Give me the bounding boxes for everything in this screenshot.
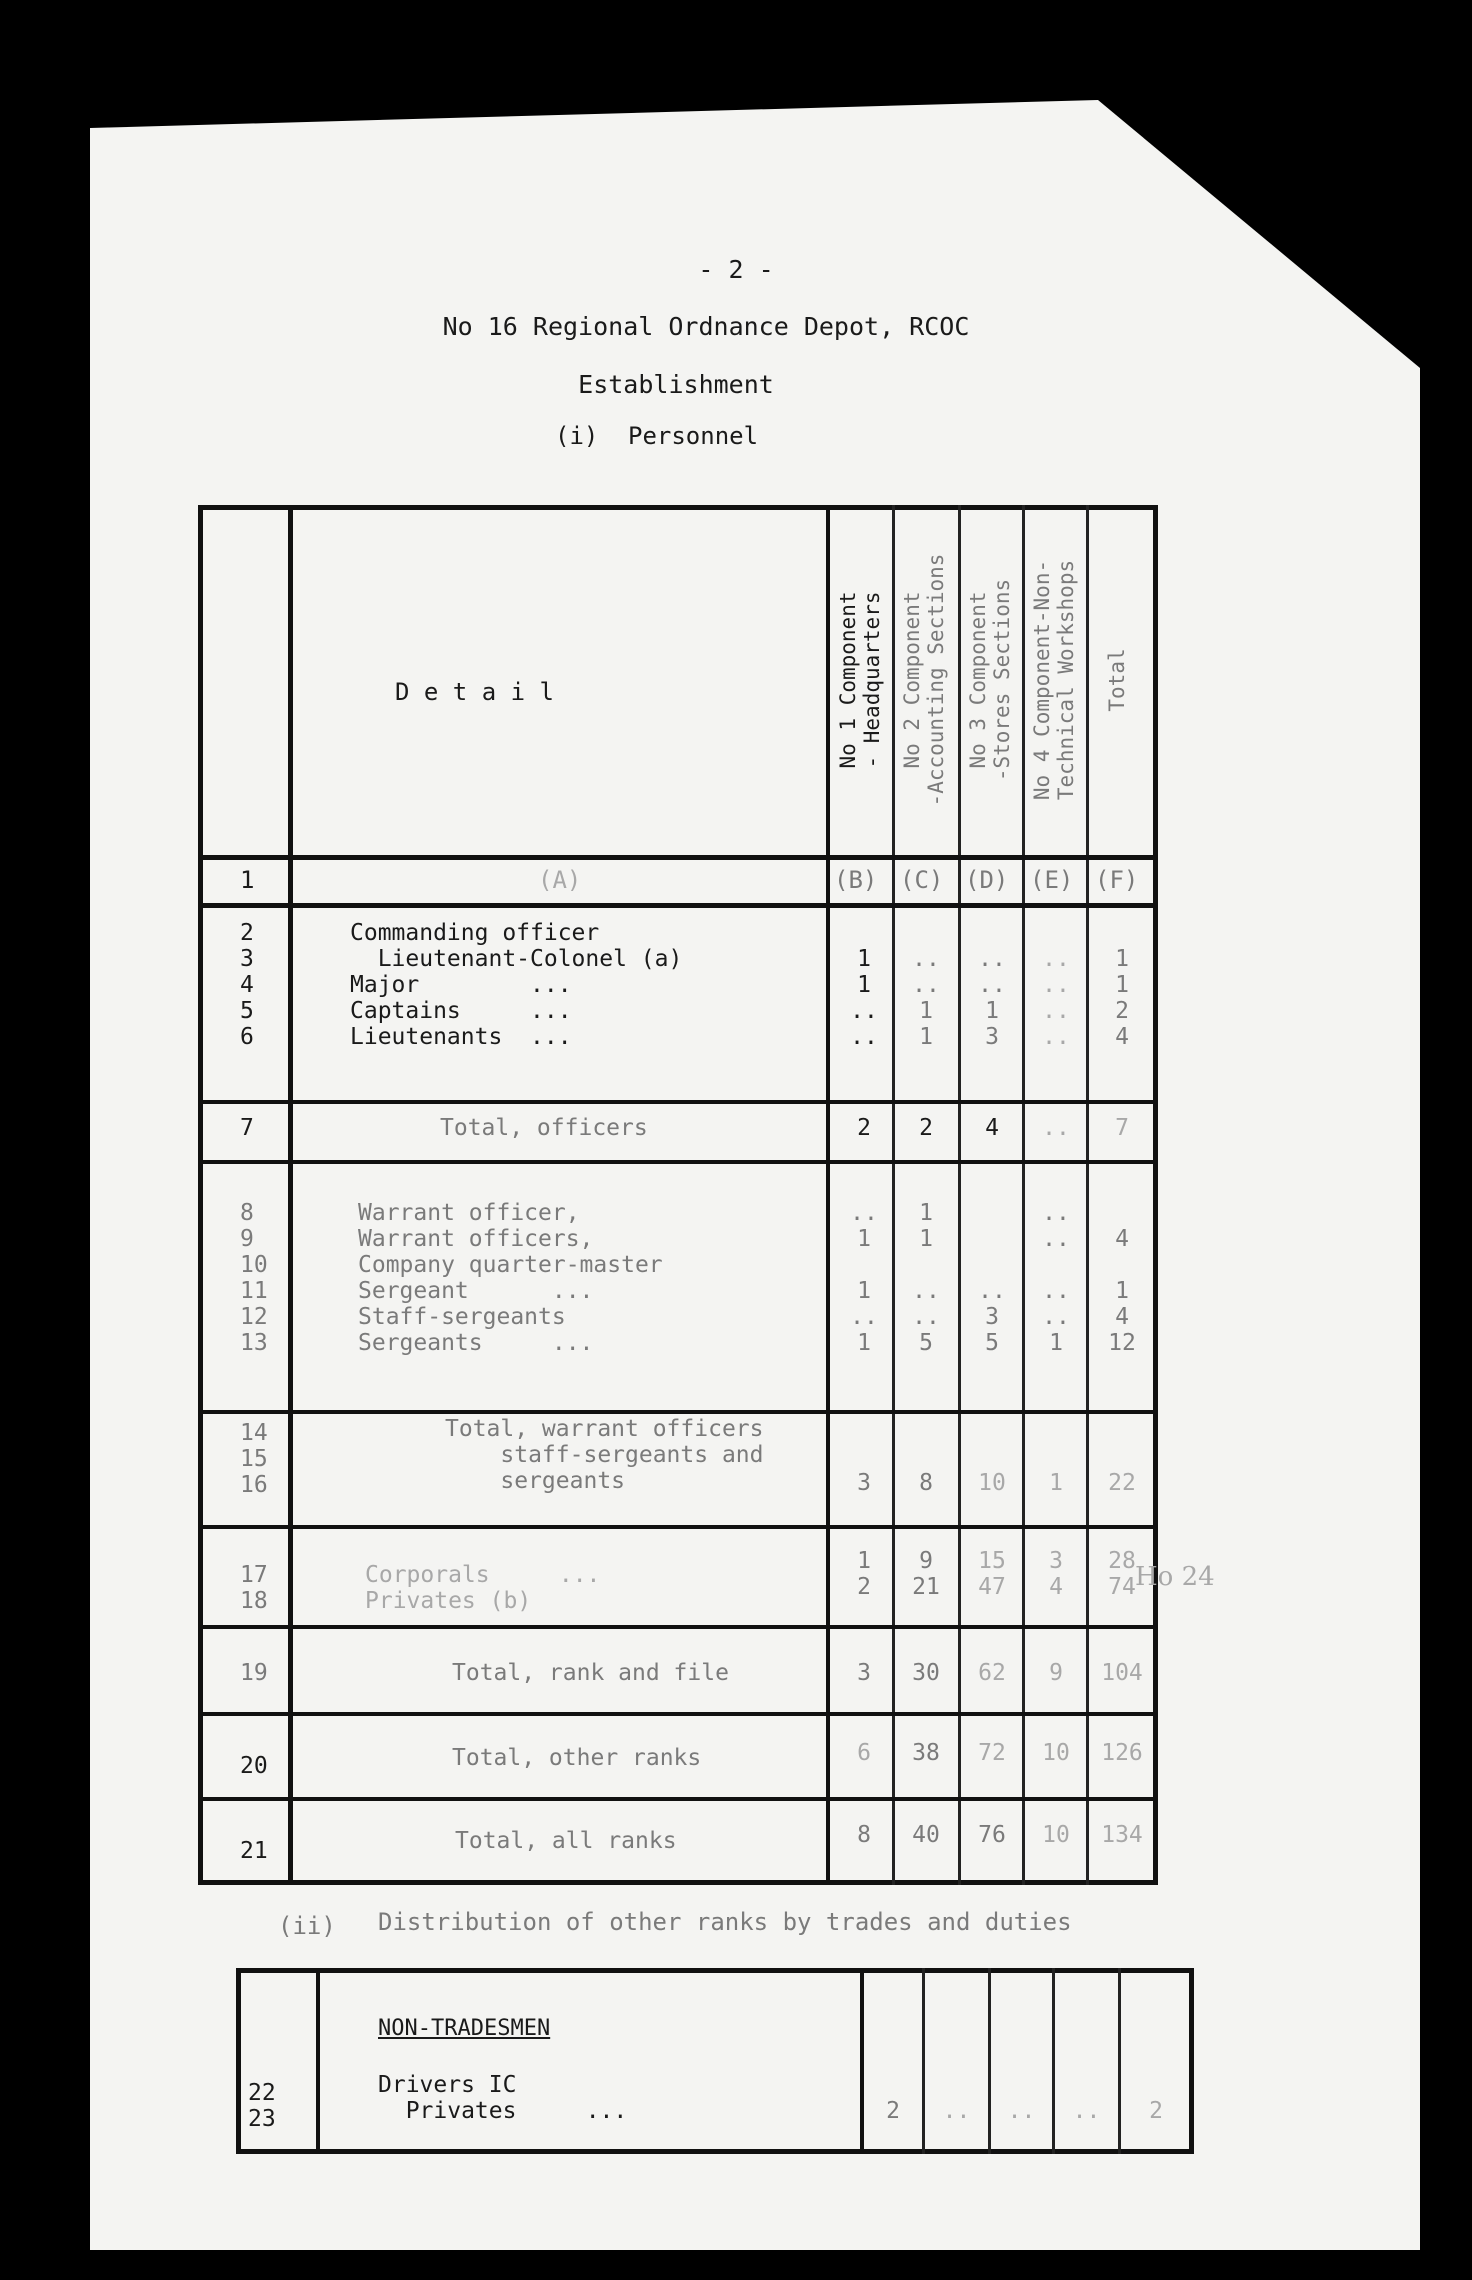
non-tradesmen-heading: NON-TRADESMEN [378, 2016, 551, 2041]
non-trades-f: 2 [1149, 2098, 1163, 2124]
divider [198, 1712, 1158, 1716]
divider [198, 1797, 1158, 1801]
rank-file-details: Corporals ... Privates (b) [365, 1562, 601, 1614]
rank-file-c: 9 21 [912, 1548, 940, 1600]
warrant-d: .. 3 5 [978, 1278, 1006, 1356]
row-number: 7 [240, 1115, 254, 1141]
officer-details: Commanding officer Lieutenant-Colonel (a) Major ... Captains ... Lieutenants ... [350, 920, 683, 1050]
column-c-header: No 2 Component -Accounting Sections [900, 553, 948, 807]
total-all-e: 10 [1042, 1822, 1070, 1848]
section-2-label: (ii) [278, 1912, 336, 1940]
total-rank-file-d: 62 [978, 1660, 1006, 1686]
row-number: 19 [240, 1660, 268, 1686]
total-officers-b: 2 [857, 1115, 871, 1141]
total-rank-file-label: Total, rank and file [452, 1660, 729, 1686]
warrant-f: 4 1 4 12 [1108, 1226, 1136, 1356]
table-border [236, 1968, 1194, 2154]
divider [198, 1625, 1158, 1629]
officers-c: .. .. 1 1 [912, 946, 940, 1050]
divider [988, 1968, 991, 2154]
row-numbers: 14 15 16 [240, 1420, 268, 1498]
total-all-f: 134 [1101, 1822, 1143, 1848]
total-warrant-b: 3 [857, 1470, 871, 1496]
document-subtitle: Establishment [578, 370, 774, 399]
total-all-d: 76 [978, 1822, 1006, 1848]
divider [288, 505, 293, 1885]
total-officers-e: .. [1042, 1115, 1070, 1141]
total-all-label: Total, all ranks [455, 1828, 677, 1854]
divider [826, 505, 830, 1885]
total-rank-file-f: 104 [1101, 1660, 1143, 1686]
column-e-header: No 4 Component-Non- Technical Workshops [1030, 559, 1078, 801]
row-numbers: 17 18 [240, 1562, 268, 1614]
row-numbers: 2 3 4 5 6 [240, 920, 254, 1050]
total-officers-d: 4 [985, 1115, 999, 1141]
divider [198, 1525, 1158, 1529]
total-officers-c: 2 [919, 1115, 933, 1141]
total-warrant-label: Total, warrant officers staff-sergeants and sergeants [445, 1416, 764, 1494]
divider [198, 903, 1158, 908]
total-other-d: 72 [978, 1740, 1006, 1766]
column-letter: (A) [538, 866, 582, 894]
total-other-f: 126 [1101, 1740, 1143, 1766]
officers-b: 1 1 .. .. [850, 946, 878, 1050]
row-number: 21 [240, 1838, 268, 1864]
total-warrant-d: 10 [978, 1470, 1006, 1496]
total-officers-label: Total, officers [440, 1115, 648, 1141]
rank-file-d: 15 47 [978, 1548, 1006, 1600]
total-other-b: 6 [857, 1740, 871, 1766]
non-trades-e: .. [1072, 2098, 1101, 2124]
officers-e: .. .. .. .. [1042, 946, 1070, 1050]
total-other-e: 10 [1042, 1740, 1070, 1766]
rank-file-e: 3 4 [1049, 1548, 1063, 1600]
rank-file-b: 1 2 [857, 1548, 871, 1600]
divider [198, 1160, 1158, 1164]
column-b-header: No 1 Component - Headquarters [836, 591, 884, 769]
divider [198, 1410, 1158, 1414]
warrant-b: .. 1 1 .. 1 [850, 1200, 878, 1356]
rank-file-f: 28 74 [1108, 1548, 1136, 1600]
total-rank-file-e: 9 [1049, 1660, 1063, 1686]
divider [198, 855, 1158, 860]
total-warrant-c: 8 [919, 1470, 933, 1496]
warrant-c: 1 1 .. .. 5 [912, 1200, 940, 1356]
total-other-c: 38 [912, 1740, 940, 1766]
row-numbers: 8 9 10 11 12 13 [240, 1200, 268, 1356]
column-f-header: Total [1105, 648, 1129, 712]
document-title: No 16 Regional Ordnance Depot, RCOC [442, 312, 970, 341]
divider [316, 1968, 320, 2154]
page-number: - 2 - [698, 255, 774, 284]
total-warrant-e: 1 [1049, 1470, 1063, 1496]
column-d-header: No 3 Component -Stores Sections [966, 578, 1014, 782]
column-letter: (D) [965, 866, 1009, 894]
total-warrant-f: 22 [1108, 1470, 1136, 1496]
divider [198, 1100, 1158, 1104]
officers-d: .. .. 1 3 [978, 946, 1006, 1050]
non-tradesmen-details: Drivers IC Privates ... [378, 2072, 628, 2124]
row-numbers: 22 23 [248, 2080, 276, 2132]
row-number: 20 [240, 1753, 268, 1779]
handwritten-note: Ho 24 [1135, 1562, 1215, 1592]
section-2-title: Distribution of other ranks by trades and duties [378, 1908, 1072, 1936]
column-letter: (E) [1030, 866, 1074, 894]
warrant-details: Warrant officer, Warrant officers, Company quarter-master Sergeant ... Staff-sergeants Sergeants ... [358, 1200, 663, 1356]
total-other-label: Total, other ranks [452, 1745, 702, 1771]
divider [922, 1968, 925, 2154]
column-letter: (B) [834, 866, 878, 894]
divider [1052, 1968, 1055, 2154]
column-letter: (F) [1095, 866, 1139, 894]
column-letter: (C) [900, 866, 944, 894]
warrant-e: .. .. .. .. 1 [1042, 1200, 1070, 1356]
divider [1118, 1968, 1121, 2154]
total-officers-f: 7 [1115, 1115, 1129, 1141]
detail-header: D e t a i l [395, 678, 554, 706]
section-1-label: (i) [555, 422, 599, 450]
officers-f: 1 1 2 4 [1115, 946, 1129, 1050]
total-rank-file-c: 30 [912, 1660, 940, 1686]
non-trades-b: 2 [886, 2098, 900, 2124]
total-all-b: 8 [857, 1822, 871, 1848]
non-trades-d: .. [1007, 2098, 1036, 2124]
non-trades-c: .. [942, 2098, 971, 2124]
column-number: 1 [240, 866, 255, 894]
divider [860, 1968, 864, 2154]
section-1-title: Personnel [628, 422, 759, 450]
total-all-c: 40 [912, 1822, 940, 1848]
total-rank-file-b: 3 [857, 1660, 871, 1686]
